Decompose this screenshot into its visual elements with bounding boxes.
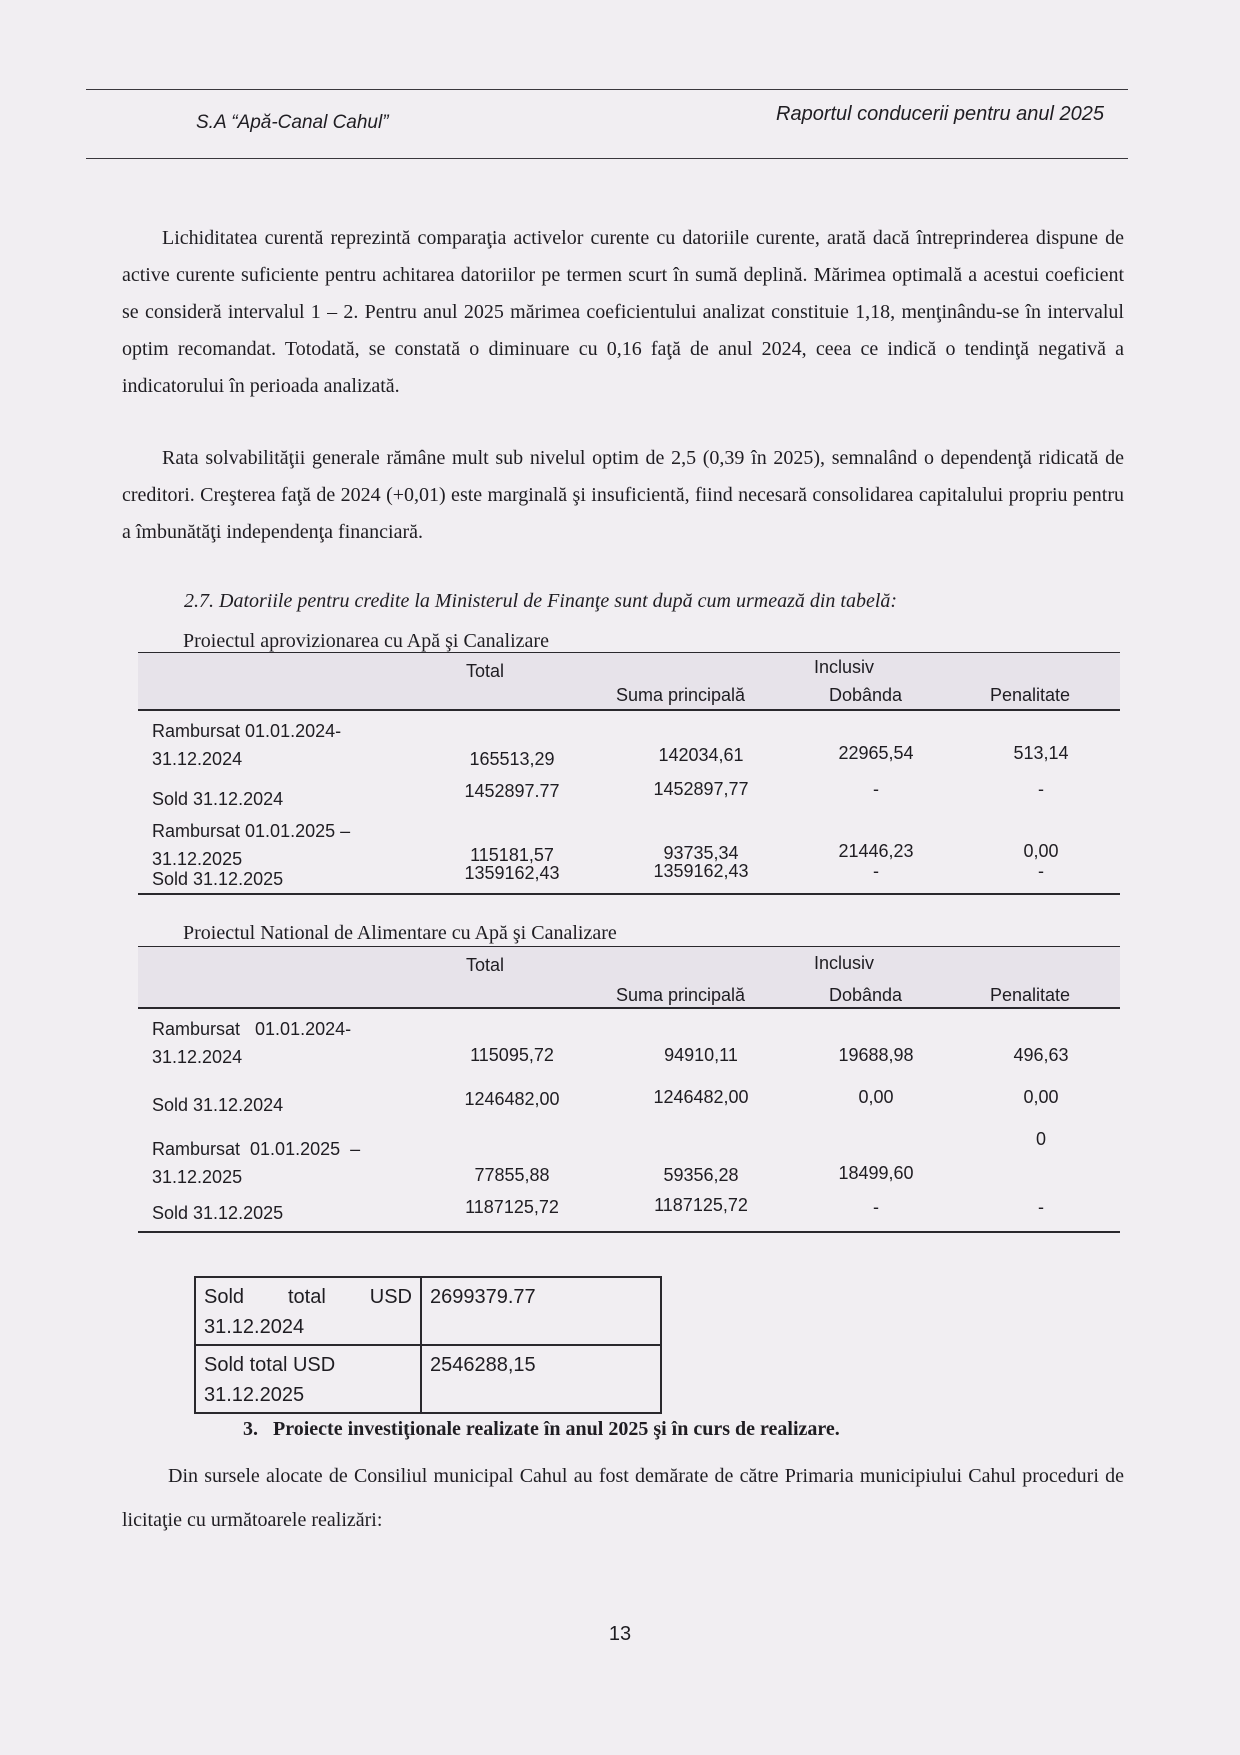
header-bottom-rule xyxy=(86,158,1128,159)
table-body xyxy=(138,711,1120,895)
cell-suma-principala: 1246482,00 xyxy=(653,1087,749,1107)
table-row xyxy=(138,1009,1120,1075)
table-row xyxy=(138,773,1120,809)
table-row xyxy=(138,1119,1120,1185)
table-row xyxy=(138,1085,1120,1119)
column-inclusiv: Inclusiv xyxy=(814,953,875,973)
table-header xyxy=(138,946,1120,1009)
column-suma-principala: Suma principală xyxy=(616,985,746,1005)
cell-total: 77855,88 xyxy=(474,1165,550,1185)
cell-penalitate: 513,14 xyxy=(1013,743,1069,763)
cell-penalitate: 0,00 xyxy=(1023,841,1059,861)
row-label: Rambursat 01.01.2025 – 31.12.2025 xyxy=(152,821,351,869)
project2-table xyxy=(138,946,1120,1233)
project1-title: Proiectul aprovizionarea cu Apă şi Canalizare xyxy=(183,630,549,652)
cell-dobanda: - xyxy=(873,861,879,881)
cell-suma-principala: 142034,61 xyxy=(658,745,744,765)
section-3-heading: 3. Proiecte investiţionale realizate în anul 2025 şi în curs de realizare. xyxy=(243,1418,840,1440)
column-penalitate: Penalitate xyxy=(990,685,1071,705)
row-label: Sold 31.12.2024 xyxy=(152,789,284,809)
cell-penalitate: 0,00 xyxy=(1023,1087,1059,1107)
header-top-rule xyxy=(86,89,1128,90)
table-body xyxy=(138,1009,1120,1233)
cell-total: 115181,57 xyxy=(470,845,554,865)
cell-penalitate: - xyxy=(1038,861,1044,881)
project2-title: Proiectul National de Alimentare cu Apă şi Canalizare xyxy=(183,922,617,944)
sold-total-2025-value: 2546288,15 xyxy=(421,1345,661,1413)
cell-dobanda: - xyxy=(873,779,879,799)
column-total: Total xyxy=(466,955,505,975)
table-row xyxy=(138,1195,1120,1229)
table-row xyxy=(195,1345,661,1413)
cell-dobanda: 19688,98 xyxy=(838,1045,914,1065)
cell-dobanda: 21446,23 xyxy=(838,841,914,861)
table-caption: 2.7. Datoriile pentru credite la Ministerul de Finanţe sunt după cum urmează din tabelă: xyxy=(184,590,898,612)
cell-suma-principala: 1187125,72 xyxy=(654,1195,748,1215)
sold-total-2024-label: Sold total USD 31.12.2024 xyxy=(195,1277,421,1345)
cell-dobanda: 18499,60 xyxy=(838,1163,914,1183)
header-report-title: Raportul conducerii pentru anul 2025 xyxy=(776,103,1104,125)
table-header xyxy=(138,652,1120,711)
cell-total: 1452897.77 xyxy=(464,781,560,801)
paragraph-investments: Din sursele alocate de Consiliul municipal Cahul au fost demărate de către Primaria municipiului Cahul proceduri de licitaţie cu următoarele realizări: xyxy=(122,1465,1124,1531)
column-total: Total xyxy=(466,661,505,681)
cell-dobanda: 22965,54 xyxy=(838,743,914,763)
table-row xyxy=(138,711,1120,771)
cell-dobanda: 0,00 xyxy=(858,1087,894,1107)
table-row xyxy=(138,803,1120,869)
cell-suma-principala: 93735,34 xyxy=(663,843,739,863)
cell-total: 1246482,00 xyxy=(464,1089,560,1109)
cell-total: 115095,72 xyxy=(470,1045,554,1065)
sold-total-table xyxy=(194,1276,662,1414)
cell-suma-principala: 1359162,43 xyxy=(653,861,749,881)
row-label: Rambursat 01.01.2024- 31.12.2024 xyxy=(152,721,342,769)
row-label: Rambursat 01.01.2025 – 31.12.2025 xyxy=(152,1139,361,1187)
column-inclusiv: Inclusiv xyxy=(814,657,875,677)
cell-suma-principala: 1452897,77 xyxy=(653,779,749,799)
project1-table xyxy=(138,652,1120,895)
row-label: Sold 31.12.2025 xyxy=(152,869,284,889)
cell-suma-principala: 59356,28 xyxy=(663,1165,739,1185)
cell-total: 165513,29 xyxy=(469,749,555,769)
cell-dobanda: - xyxy=(873,1197,879,1217)
header-company: S.A “Apă-Canal Cahul” xyxy=(196,112,389,133)
row-label: Sold 31.12.2025 xyxy=(152,1203,284,1223)
cell-total: 1187125,72 xyxy=(465,1197,559,1217)
cell-penalitate: - xyxy=(1038,1197,1044,1217)
sold-total-2025-label: Sold total USD 31.12.2025 xyxy=(195,1345,421,1413)
row-label: Rambursat 01.01.2024- 31.12.2024 xyxy=(152,1019,352,1067)
cell-total: 1359162,43 xyxy=(464,863,560,883)
cell-suma-principala: 94910,11 xyxy=(664,1045,738,1065)
row-label: Sold 31.12.2024 xyxy=(152,1095,284,1115)
paragraph-liquidity: Lichiditatea curentă reprezintă comparaţia activelor curente cu datoriile curente, arată dacă întreprinderea dispune de active curente suficiente pentru achitarea datoriilor pe termen scurt în sumă deplină. Mărimea optimală a acestui coeficient se consideră intervalul 1 – 2. Pentru anul 2025 mărimea coeficientului analizat constituie 1,18, menţinându-se în intervalul optim recomandat. Totodată, se constată o diminuare cu 0,16 faţă de anul 2024, ceea ce indică o tendinţă negativă a indicatorului în perioada analizată. xyxy=(122,227,1124,397)
page-number: 13 xyxy=(608,1623,632,1645)
table-row xyxy=(195,1277,661,1345)
table-row xyxy=(138,861,1120,891)
column-dobanda: Dobânda xyxy=(829,985,903,1005)
column-dobanda: Dobânda xyxy=(829,685,903,705)
column-suma-principala: Suma principală xyxy=(616,685,746,705)
column-penalitate: Penalitate xyxy=(990,985,1071,1005)
cell-penalitate: - xyxy=(1038,779,1044,799)
cell-penalitate: 0 xyxy=(1035,1129,1046,1149)
paragraph-solvency: Rata solvabilităţii generale rămâne mult sub nivelul optim de 2,5 (0,39 în 2025), semnalând o dependenţă ridicată de creditori. Creşterea faţă de 2024 (+0,01) este marginală şi insuficientă, fiind necesară consolidarea capitalului propriu pentru a îmbunătăţi independenţa financiară. xyxy=(122,447,1124,543)
cell-penalitate: 496,63 xyxy=(1013,1045,1069,1065)
sold-total-2024-value: 2699379.77 xyxy=(421,1277,661,1345)
